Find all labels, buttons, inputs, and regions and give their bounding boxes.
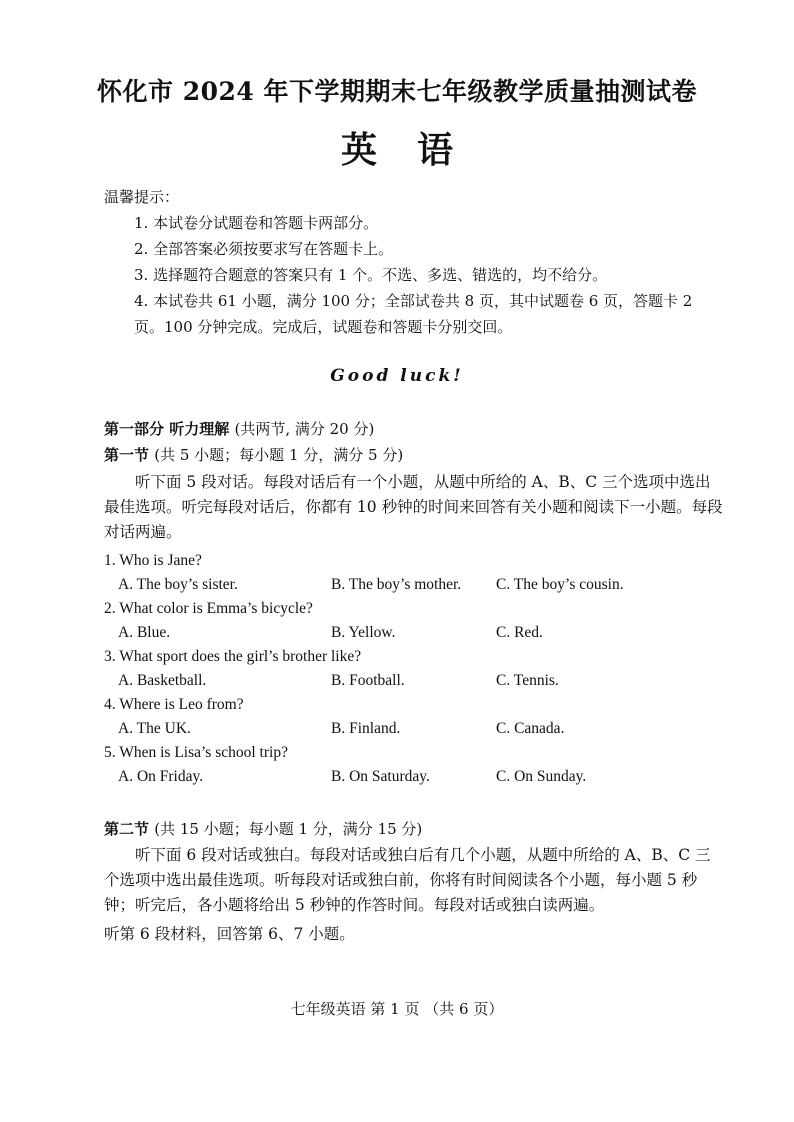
question-4-option-c: C. Canada. (496, 720, 565, 737)
section2-heading (104, 818, 422, 839)
question-1-option-b: B. The boy’s mother. (331, 576, 462, 593)
question-5-option-a: A. On Friday. (118, 768, 204, 785)
section2-heading-note: (共 15 小题；每小题 1 分，满分 15 分) (154, 820, 423, 838)
page-footer: 七年级英语 第 1 页 （共 6 页） (290, 1000, 504, 1018)
question-2-option-a: A. Blue. (118, 624, 171, 641)
question-2-option-b: B. Yellow. (331, 624, 396, 641)
question-1: 1. Who is Jane? (104, 552, 202, 569)
question-4-option-b: B. Finland. (331, 720, 401, 737)
section1-instructions: 听下面 5 段对话。每段对话后有一个小题，从题中所给的 A、B、C 三个选项中选出最佳选项。听完每段对话后，你都有 10 秒钟的时间来回答有关小题和阅读下一小题。每段对话两遍。 (104, 473, 723, 541)
section1-heading (104, 444, 403, 465)
section2-material-line: 听第 6 段材料，回答第 6、7 小题。 (104, 925, 355, 943)
question-3-option-b: B. Football. (331, 672, 405, 689)
question-3-option-a: A. Basketball. (118, 672, 207, 689)
section1-heading-note: (共 5 小题；每小题 1 分，满分 5 分) (154, 446, 404, 464)
section2-instructions: 听下面 6 段对话或独白。每段对话或独白后有几个小题，从题中所给的 A、B、C 三个选项中选出最佳选项。听每段对话或独白前，你将有时间阅读各个小题，每小题 5 秒钟；听完后，各小题将给出 5 秒钟的作答时间。每段对话或独白读两遍。 (104, 846, 711, 914)
part1-heading-note: (共两节, 满分 20 分) (234, 420, 375, 438)
question-5-option-c: C. On Sunday. (496, 768, 587, 785)
part1-heading-label: 第一部分 听力理解 (104, 420, 230, 438)
notice-item-1: 1. 本试卷分试题卷和答题卡两部分。 (134, 214, 379, 232)
notice-item-2: 2. 全部答案必须按要求写在答题卡上。 (134, 240, 394, 258)
question-1-option-a: A. The boy’s sister. (118, 576, 238, 593)
notice-item-3: 3. 选择题符合题意的答案只有 1 个。不选、多选、错选的，均不给分。 (134, 266, 608, 284)
section2-heading-label: 第二节 (104, 820, 150, 838)
question-3-option-c: C. Tennis. (496, 672, 559, 689)
part1-heading (104, 418, 374, 439)
question-4-option-a: A. The UK. (118, 720, 191, 737)
question-5: 5. When is Lisa’s school trip? (104, 744, 288, 761)
question-2: 2. What color is Emma’s bicycle? (104, 600, 313, 617)
subject-title: 英语 (340, 129, 493, 171)
exam-title: 怀化市 2024 年下学期期末七年级教学质量抽测试卷 (97, 77, 697, 106)
question-2-option-c: C. Red. (496, 624, 543, 641)
question-1-option-c: C. The boy’s cousin. (496, 576, 624, 593)
question-5-option-b: B. On Saturday. (331, 768, 430, 785)
notice-label: 温馨提示： (104, 188, 180, 206)
section1-heading-label: 第一节 (104, 446, 150, 464)
question-4: 4. Where is Leo from? (104, 696, 244, 713)
question-3: 3. What sport does the girl’s brother like? (104, 648, 362, 665)
notice-item-4: 4. 本试卷共 61 小题，满分 100 分；全部试卷共 8 页，其中试题卷 6 页，答题卡 2 页。100 分钟完成。完成后，试题卷和答题卡分别交回。 (134, 292, 693, 336)
good-luck-text: Good luck! (330, 366, 464, 386)
